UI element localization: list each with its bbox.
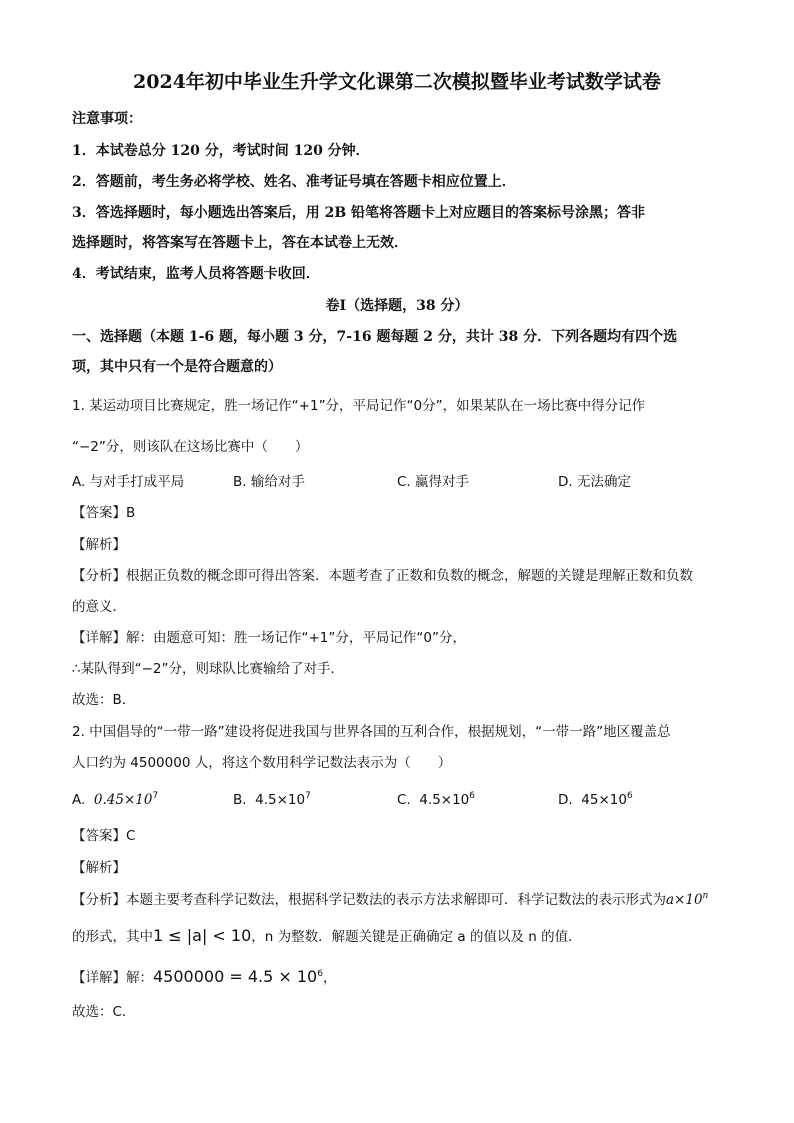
page-title: 2024年初中毕业生升学文化课第二次模拟暨毕业考试数学试卷 [133, 71, 661, 93]
notice-item-2: 2．答题前，考生务必将学校、姓名、准考证号填在答题卡相应位置上． [72, 174, 516, 190]
q2-analysis-1: 【分析】本题主要考查科学记数法，根据科学记数法的表示方法求解即可．科学记数法的表示形式为$a\times 10^n$ [72, 891, 709, 908]
q2-option-a: A. $0.45\times 10^7$ [72, 791, 159, 808]
q2-option-b: B. $4.5\times 10^7$ [233, 791, 311, 808]
q1-option-c: C. 赢得对手 [397, 474, 470, 490]
q2-analysis-2: 的形式，其中1 ≤ |a| < 10，n 为整数．解题关键是正确确定 a 的值以及 n 的值． [72, 926, 582, 945]
q1-detail-2: ∴某队得到“−2”分，则球队比赛输给了对手． [72, 661, 344, 677]
notice-heading: 注意事项： [72, 111, 142, 127]
q1-stem-1: 1. 某运动项目比赛规定，胜一场记作“+1”分，平局记作“0分”，如果某队在一场比赛中得分记作 [72, 398, 646, 414]
section-instruction-2: 项，其中只有一个是符合题意的） [72, 359, 282, 375]
q1-option-d: D. 无法确定 [558, 474, 631, 490]
section-instruction-1: 一、选择题（本题 1-6 题，每小题 3 分，7-16 题每题 2 分，共计 38 分．下列各题均有四个选 [72, 329, 678, 345]
notice-item-3-cont: 选择题时，将答案写在答题卡上，答在本试卷上无效． [72, 235, 408, 251]
q1-detail-1: 【详解】解：由题意可知：胜一场记作“+1”分，平局记作“0”分， [72, 630, 466, 646]
q1-answer: 【答案】B [72, 505, 136, 521]
q1-option-b: B. 输给对手 [233, 474, 305, 490]
notice-item-3: 3．答选择题时，每小题选出答案后，用 2B 铅笔将答题卡上对应题目的答案标号涂黑；答非 [72, 205, 646, 221]
q1-choose: 故选：B． [72, 692, 136, 708]
q2-option-c: C. $4.5\times 10^6$ [397, 791, 476, 808]
q1-analysis-label: 【解析】 [72, 537, 126, 553]
q2-choose: 故选：C． [72, 1004, 136, 1020]
q2-stem-2: 人口约为 4500000 人，将这个数用科学记数法表示为（ ） [72, 755, 452, 771]
q1-option-a: A. 与对手打成平局 [72, 474, 185, 490]
q2-stem-1: 2. 中国倡导的“一带一路”建设将促进我国与世界各国的互利合作，根据规划，“一带一路”地区覆盖总 [72, 724, 671, 740]
notice-item-4: 4．考试结束，监考人员将答题卡收回． [72, 266, 320, 282]
notice-item-1: 1．本试卷总分 120 分，考试时间 120 分钟． [72, 143, 370, 159]
q2-option-d: D. $45\times 10^6$ [558, 791, 633, 808]
q2-answer: 【答案】C [72, 828, 136, 844]
q2-detail: 【详解】解：$4500000 = 4.5 \times 10^6$， [72, 967, 337, 986]
q1-analysis-2: 的意义． [72, 599, 126, 615]
section-title: 卷Ⅰ（选择题，38 分） [325, 298, 469, 314]
q1-analysis-1: 【分析】根据正负数的概念即可得出答案．本题考查了正数和负数的概念，解题的关键是理解正数和负数 [72, 568, 693, 584]
q2-analysis-label: 【解析】 [72, 860, 126, 876]
q1-stem-2: “−2”分，则该队在这场比赛中（ ） [72, 439, 309, 455]
